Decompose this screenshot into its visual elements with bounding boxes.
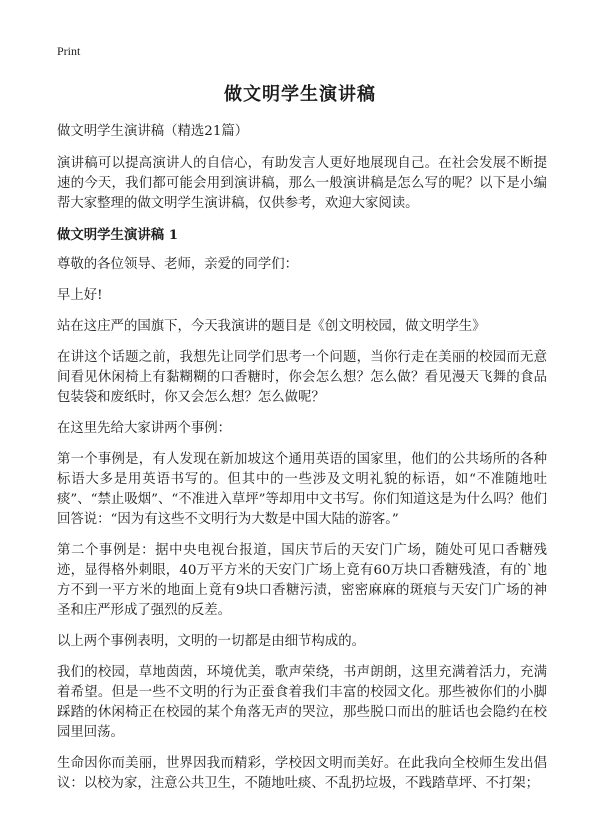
paragraph-examples-intro: 在这里先给大家讲两个事例： bbox=[57, 421, 232, 436]
paragraph-campus: 我们的校园，草地茵茵，环境优美，歌声荣绕，书声朗朗，这里充满着活力，充满着希望。但是一些不文明的行为正蚕食着我们丰富的校园文化。那些被你们的小脚踩踏的休闲椅正在校园的某个角落无声的哭泣，那些脱口而出的脏话也会隐约在校园里回荡。 bbox=[57, 665, 547, 740]
paragraph-greeting: 尊敬的各位领导、老师，亲爱的同学们： bbox=[57, 257, 299, 272]
paragraph-question: 在讲这个话题之前，我想先让同学们思考一个问题，当你行走在美丽的校园而无意间看见休闲椅上有黏糊糊的口香糖时，你会怎么想？怎么做？看见漫天飞舞的食品包装袋和废纸时，你又会怎么想？怎么做呢？ bbox=[57, 350, 547, 405]
paragraph-conclusion: 以上两个事例表明，文明的一切都是由细节构成的。 bbox=[57, 634, 365, 649]
paragraph-good-morning: 早上好! bbox=[57, 288, 103, 303]
intro-paragraph: 演讲稿可以提高演讲人的自信心，有助发言人更好地展现自己。在社会发展不断提速的今天，我们都可能会用到演讲稿，那么一般演讲稿是怎么写的呢？以下是小编帮大家整理的做文明学生演讲稿，仅供参考，欢迎大家阅读。 bbox=[57, 156, 547, 211]
document-subtitle: 做文明学生演讲稿（精选21篇） bbox=[57, 124, 249, 139]
paragraph-example-two: 第二个事例是：据中央电视台报道，国庆节后的天安门广场，随处可见口香糖残迹，显得格外刺眼，40万平方米的天安门广场上竟有60万块口香糖残渣，有的`地方不到一平方米的地面上竟有9块口香糖污渍，密密麻麻的斑痕与天安门广场的神圣和庄严形成了强烈的反差。 bbox=[57, 543, 547, 618]
section-heading: 做文明学生演讲稿 1 bbox=[57, 227, 179, 243]
page-title: 做文明学生演讲稿 bbox=[224, 84, 376, 105]
paragraph-example-one: 第一个事例是，有人发现在新加坡这个通用英语的国家里，他们的公共场所的各种标语大多是用英语书写的。但其中的一些涉及文明礼貌的标语，如“不准随地吐痰”、“禁止吸烟”、“不准进入草坪”等却用中文书写。你们知道这是为什么吗？他们回答说：“因为有这些不文明行为大数是中国大陆的游客。” bbox=[57, 452, 547, 527]
print-label[interactable]: Print bbox=[57, 44, 81, 58]
paragraph-topic: 站在这庄严的国旗下，今天我演讲的题目是《创文明校园，做文明学生》 bbox=[57, 319, 486, 334]
paragraph-proposal: 生命因你而美丽，世界因我而精彩，学校因文明而美好。在此我向全校师生发出倡议：以校为家，注意公共卫生，不随地吐痰、不乱扔垃圾，不践踏草坪、不打架； bbox=[57, 756, 547, 791]
document-body bbox=[57, 122, 547, 805]
